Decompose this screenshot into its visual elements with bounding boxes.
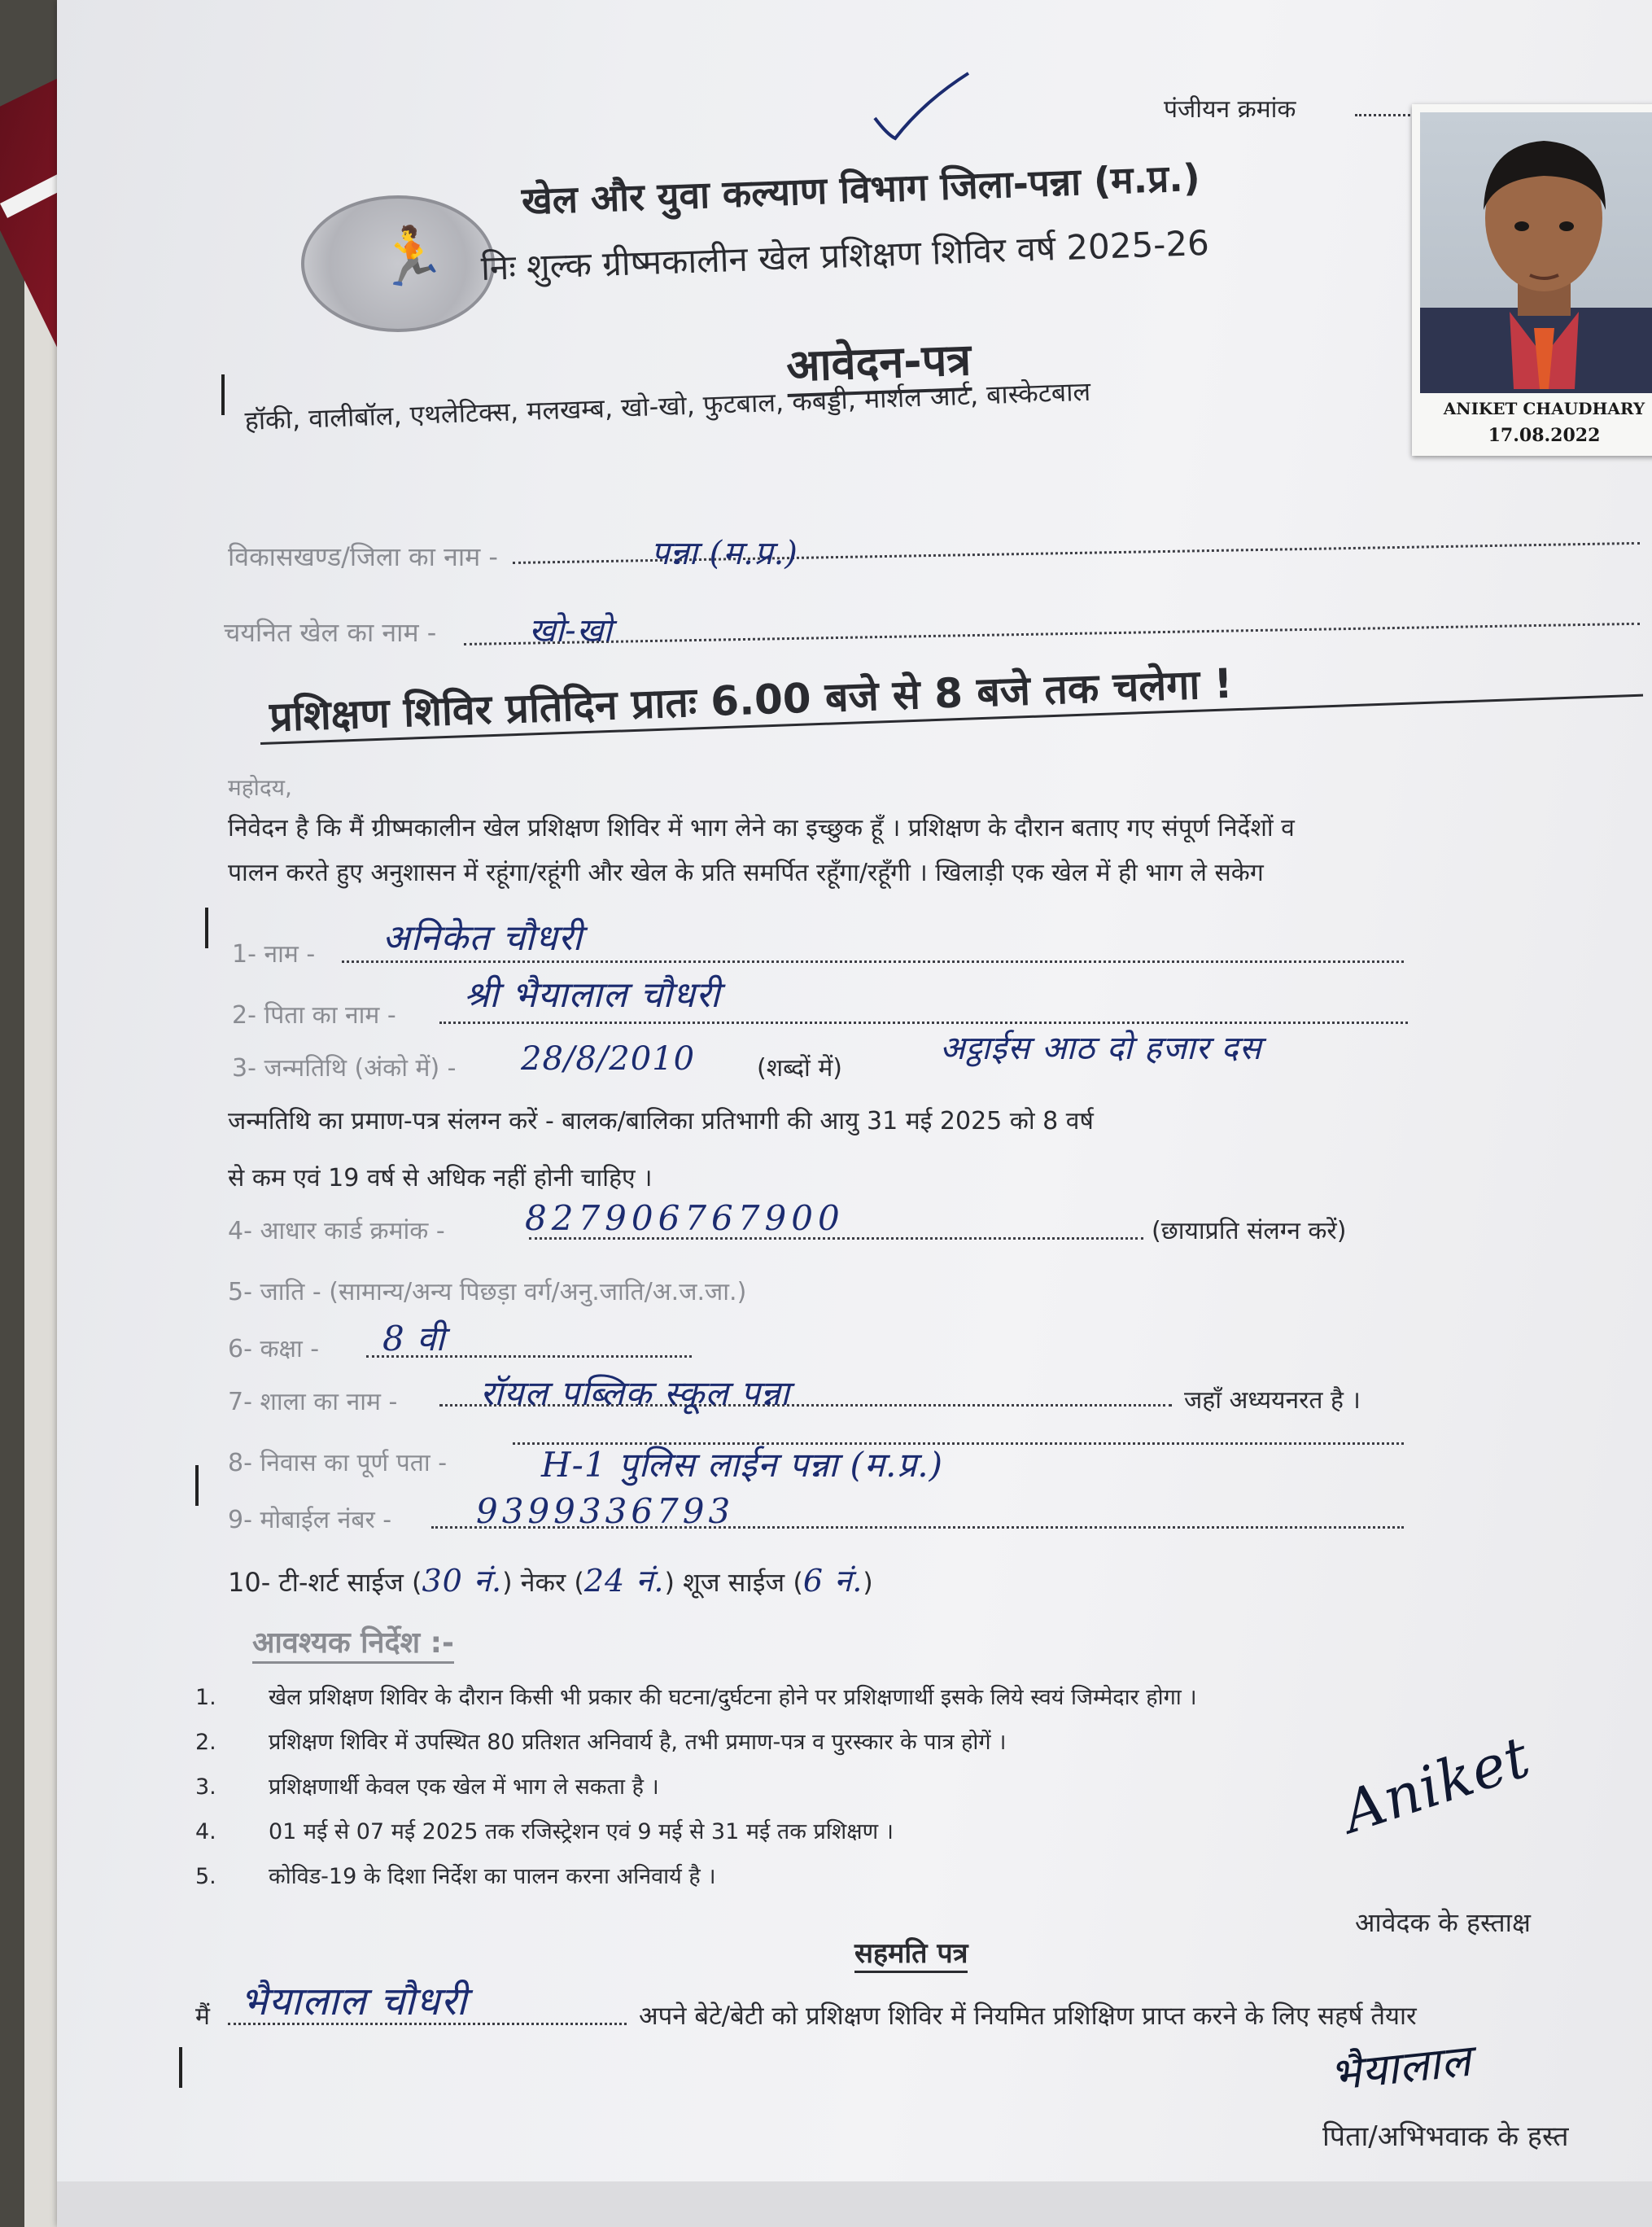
shorts-value[interactable]: 24 नं. <box>583 1563 665 1599</box>
address-label: 8- निवास का पूर्ण पता - <box>228 1449 448 1477</box>
sport-value[interactable]: खो-खो <box>529 612 613 650</box>
consent-text: अपने बेटे/बेटी को प्रशिक्षण शिविर में नियमित प्रशिक्षिण प्राप्त करने के लिए सहर्ष तैयार <box>639 2002 1417 2031</box>
father-name-value[interactable]: श्री भैयालाल चौधरी <box>464 974 721 1016</box>
camp-title: निः शुल्क ग्रीष्मकालीन खेल प्रशिक्षण शिविर वर्ष 2025-26 <box>480 222 1210 288</box>
applicant-photo <box>1412 104 1652 456</box>
size-row <box>228 1559 873 1601</box>
shorts-label: ) नेकर ( <box>502 1567 584 1598</box>
school-suffix: जहाँ अध्ययनरत है । <box>1184 1386 1361 1415</box>
tshirt-value[interactable]: 30 नं. <box>422 1563 503 1599</box>
dob-words-label: (शब्दों में) <box>757 1054 842 1083</box>
runner-icon: 🏃 <box>376 223 448 290</box>
photo-caption-name: ANIKET CHAUDHARY <box>1443 399 1645 418</box>
instructions-title: आवश्यक निर्देश :- <box>252 1621 454 1664</box>
margin-mark <box>179 2047 182 2088</box>
name-value[interactable]: अनिकेत चौधरी <box>382 917 583 959</box>
salutation: महोदय, <box>228 774 292 801</box>
applicant-signature[interactable]: Aniket <box>1335 1723 1538 1846</box>
child-portrait-icon <box>1420 112 1652 393</box>
photo-caption-date: 17.08.2022 <box>1488 425 1601 446</box>
mobile-label: 9- मोबाईल नंबर - <box>228 1506 392 1534</box>
instruction-item: 5. कोविड-19 के दिशा निर्देश का पालन करना अनिवार्य है । <box>195 1864 716 1889</box>
name-label: 1- नाम - <box>232 940 316 969</box>
mobile-value[interactable]: 9399336793 <box>476 1491 735 1531</box>
dob-words-value[interactable]: अट्ठाईस आठ दो हजार दस <box>940 1030 1262 1067</box>
paragraph-line-1: निवेदन है कि मैं ग्रीष्मकालीन खेल प्रशिक्षण शिविर में भाग लेने का इच्छुक हूँ । प्रशिक्षण के दौरान बताए गए संपूर्ण निर्देशों व <box>228 814 1295 842</box>
school-label: 7- शाला का नाम - <box>228 1388 398 1416</box>
shoes-value[interactable]: 6 नं. <box>802 1563 863 1599</box>
instruction-item: 1. खेल प्रशिक्षण शिविर के दौरान किसी भी प्रकार की घटना/दुर्घटना होने पर प्रशिक्षणार्थी इसके लिये स्वयं जिम्मेदार होगा । <box>195 1685 1197 1710</box>
father-name-label: 2- पिता का नाम - <box>232 1001 396 1030</box>
class-value[interactable]: 8 वी <box>382 1319 446 1359</box>
aadhaar-label: 4- आधार कार्ड क्रमांक - <box>228 1217 445 1245</box>
class-label: 6- कक्षा - <box>228 1335 320 1363</box>
department-logo <box>301 195 495 332</box>
guardian-signature-label: पिता/अभिभवाक के हस्त <box>1322 2120 1569 2153</box>
applicant-signature-label: आवेदक के हस्ताक्ष <box>1355 1907 1531 1938</box>
photo-image <box>1420 112 1652 393</box>
application-form-sheet <box>57 0 1652 2227</box>
dob-label: 3- जन्मतिथि (अंको में) - <box>232 1054 457 1083</box>
block-label: विकासखण्ड/जिला का नाम - <box>228 541 498 572</box>
instruction-item: 2. प्रशिक्षण शिविर में उपस्थित 80 प्रतिशत अनिवार्य है, तभी प्रमाण-पत्र व पुरस्कार के पात्र होगें । <box>195 1730 1007 1755</box>
shoes-label: ) शूज साईज ( <box>664 1567 803 1598</box>
sports-list: हॉकी, वालीबॉल, एथलेटिक्स, मलखम्ब, खो-खो, फुटबाल, कबड्डी, मार्शल आर्ट, बास्केटबाल <box>244 375 1091 436</box>
dob-note-1: जन्मतिथि का प्रमाण-पत्र संलग्न करें - बालक/बालिका प्रतिभागी की आयु 31 मई 2025 को 8 वर्ष <box>228 1107 1094 1135</box>
dob-note-2: से कम एवं 19 वर्ष से अधिक नहीं होनी चाहिए । <box>228 1164 653 1192</box>
margin-mark <box>221 374 225 415</box>
department-title: खेल और युवा कल्याण विभाग जिला-पन्ना (म.प्र.) <box>521 155 1201 223</box>
school-value[interactable]: रॉयल पब्लिक स्कूल पन्ना <box>480 1373 790 1413</box>
name-line <box>342 960 1404 963</box>
caste-label: 5- जाति - (सामान्य/अन्य पिछड़ा वर्ग/अनु.जाति/अ.ज.जा.) <box>228 1278 747 1306</box>
consent-prefix: मैं <box>195 2002 210 2031</box>
sport-label: चयनित खेल का नाम - <box>224 617 437 648</box>
size-close: ) <box>863 1567 873 1598</box>
timing-notice: प्रशिक्षण शिविर प्रतिदिन प्रातः 6.00 बजे से 8 बजे तक चलेगा ! <box>269 659 1234 741</box>
sport-line <box>464 623 1640 645</box>
address-value[interactable]: H-1 पुलिस लाईन पन्ना (म.प्र.) <box>541 1445 943 1485</box>
check-mark-icon <box>867 69 981 142</box>
margin-mark <box>195 1465 199 1506</box>
dob-value[interactable]: 28/8/2010 <box>521 1040 696 1078</box>
consent-name[interactable]: भैयालाल चौधरी <box>240 1979 468 2024</box>
consent-title: सहमति पत्र <box>854 1933 968 1973</box>
margin-mark <box>205 908 208 948</box>
paragraph-line-2: पालन करते हुए अनुशासन में रहूंगा/रहूंगी और खेल के प्रति समर्पित रहूँगा/रहूँगी । खिलाड़ी एक खेल में ही भाग ले सकेग <box>228 859 1264 887</box>
block-value[interactable]: पन्ना (म.प्र.) <box>651 535 798 572</box>
aadhaar-value[interactable]: 827906767900 <box>525 1198 845 1238</box>
father-name-line <box>439 1022 1408 1024</box>
instruction-item: 3. प्रशिक्षणार्थी केवल एक खेल में भाग ले सकता है । <box>195 1774 659 1800</box>
form-name-heading: आवेदन-पत्र <box>785 327 972 397</box>
aadhaar-note: (छायाप्रति संलग्न करें) <box>1152 1217 1347 1245</box>
tshirt-label: 10- टी-शर्ट साईज ( <box>228 1567 422 1598</box>
registration-label: पंजीयन क्रमांक <box>1164 95 1296 124</box>
instruction-item: 4. 01 मई से 07 मई 2025 तक रजिस्ट्रेशन एवं 9 मई से 31 मई तक प्रशिक्षण । <box>195 1819 894 1844</box>
guardian-signature[interactable]: भैयालाल <box>1326 2034 1474 2101</box>
